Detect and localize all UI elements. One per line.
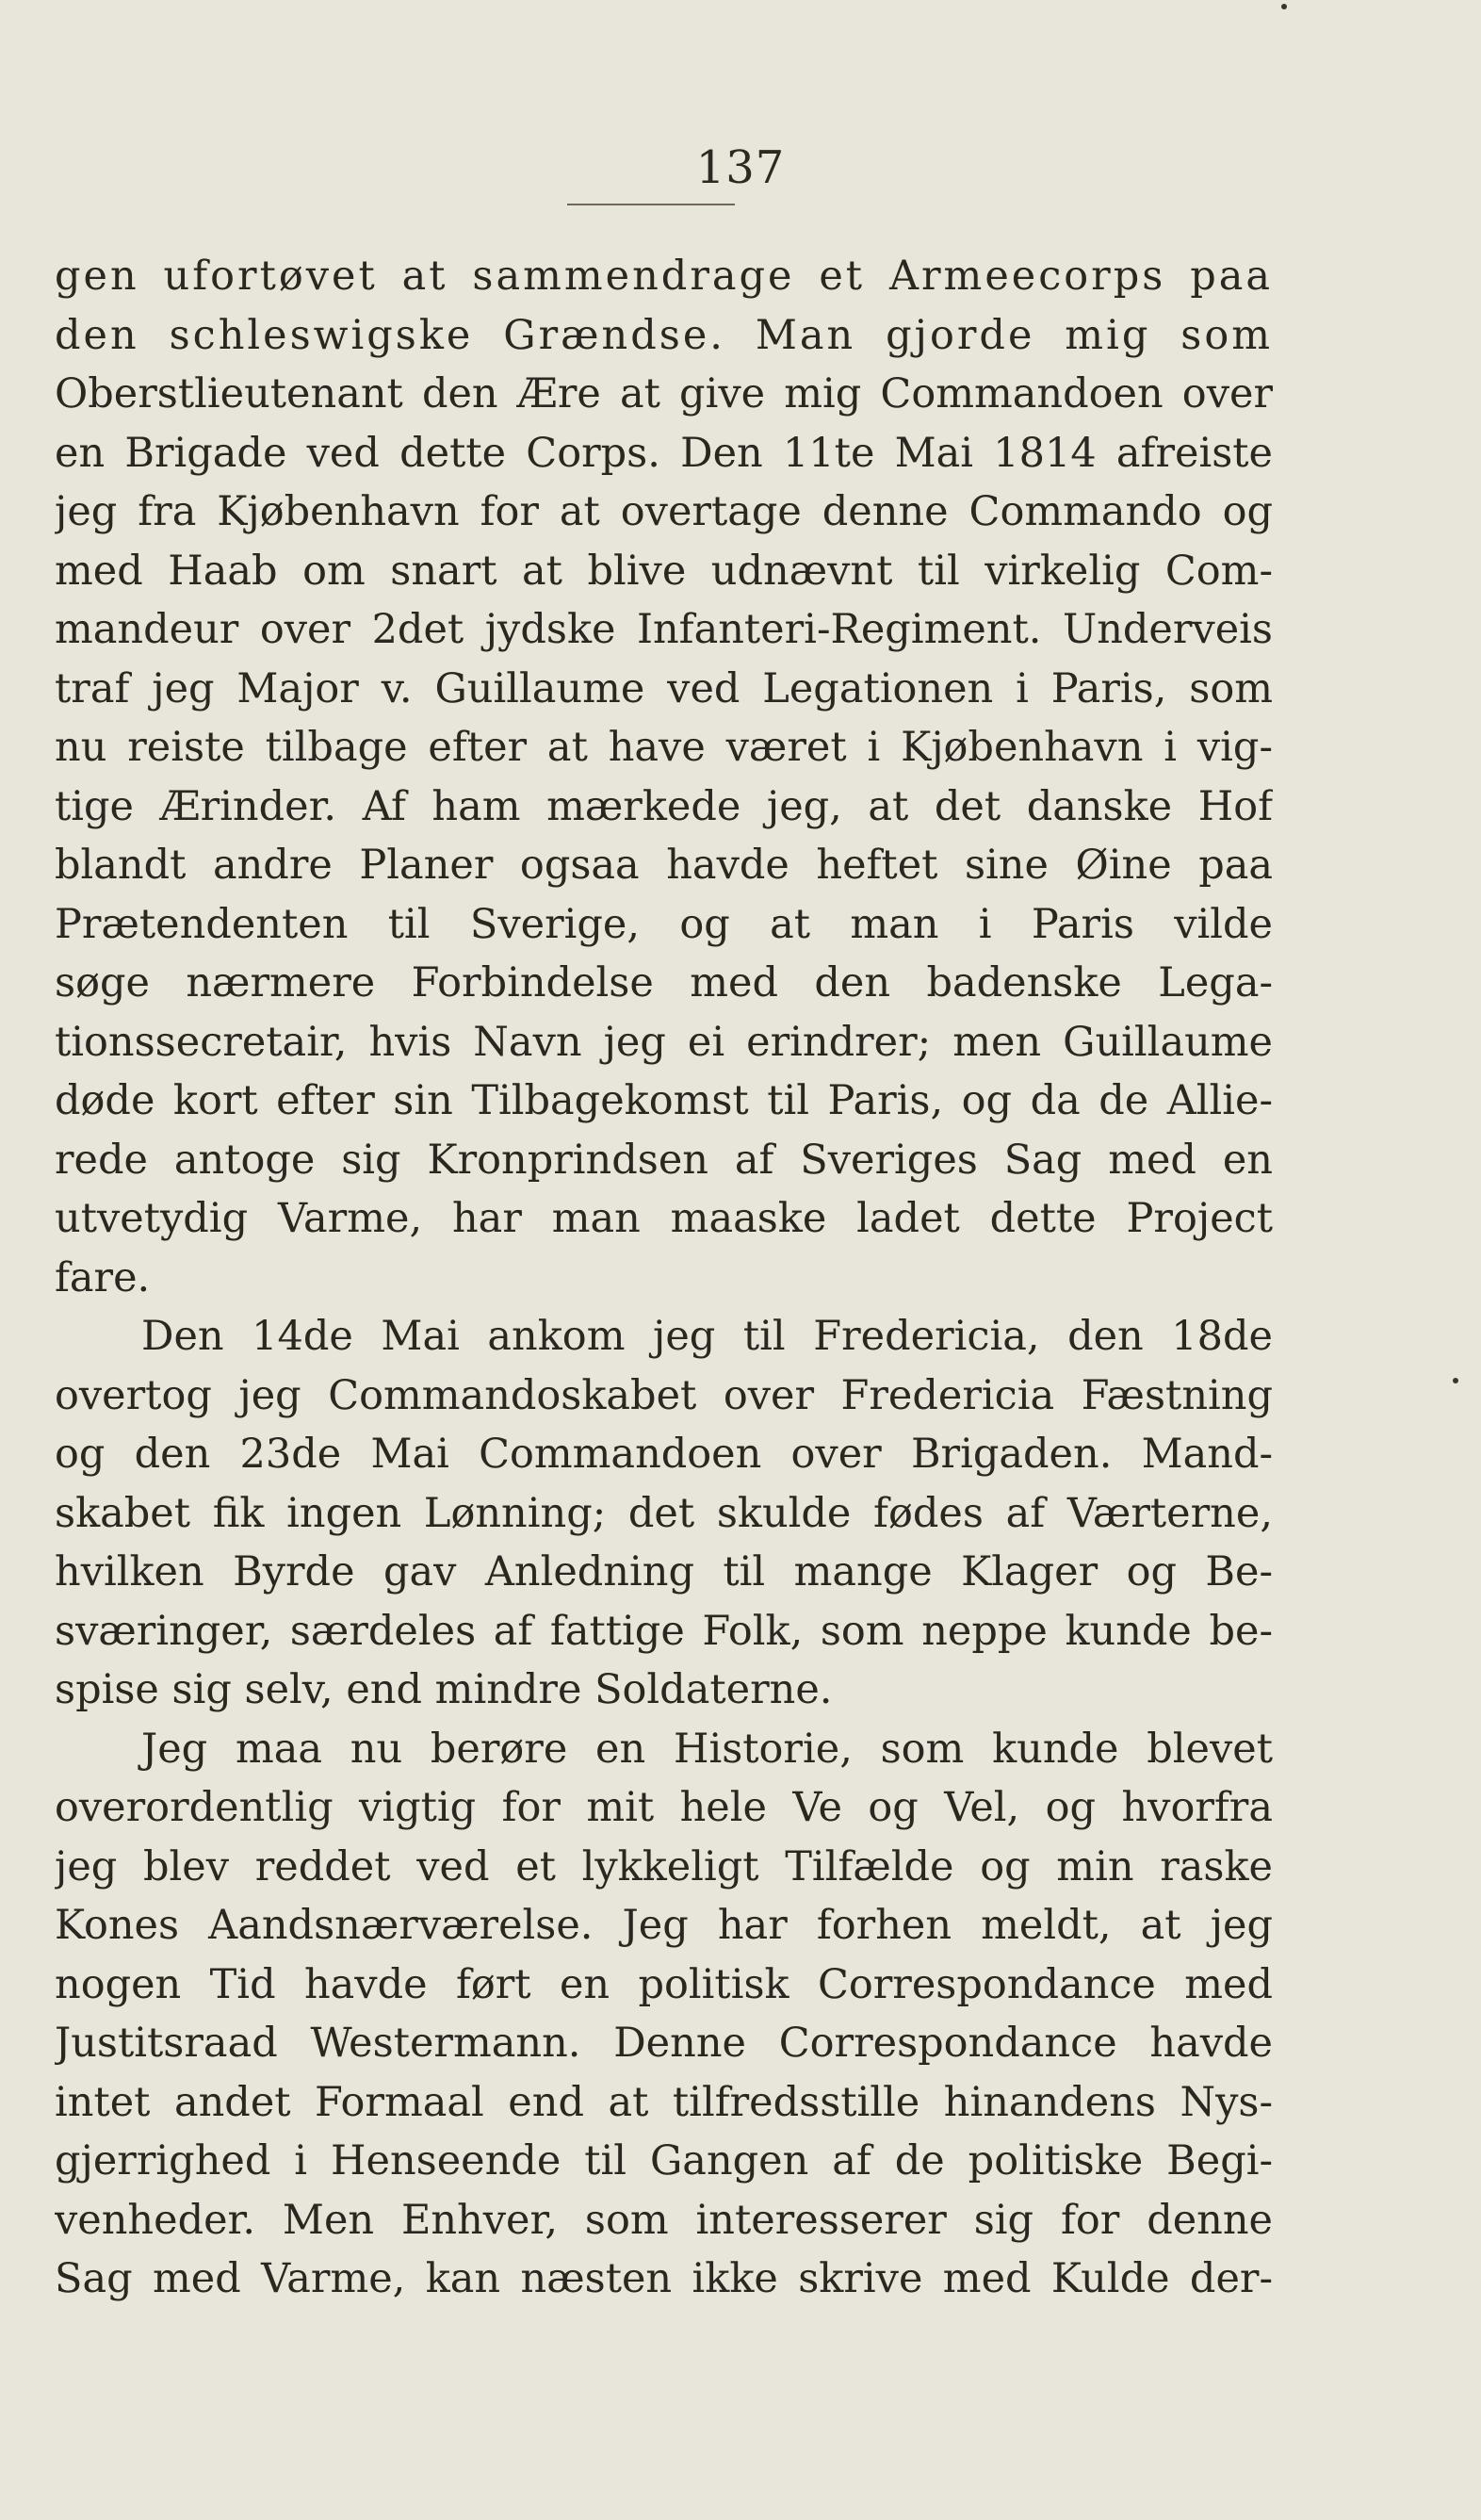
body-text	[55, 247, 1273, 2309]
text-line: en Brigade ved dette Corps. Den 11te Mai 1814 afreiste	[55, 429, 1273, 477]
text-line: tionssecretair, hvis Navn jeg ei erindrer; men Guillaume	[55, 1018, 1273, 1066]
text-line: utvetydig Varme, har man maaske ladet dette Project	[55, 1195, 1273, 1242]
text-line: sværinger, særdeles af fattige Folk, som neppe kunde be-	[55, 1607, 1273, 1655]
text-line: Den 14de Mai ankom jeg til Fredericia, den 18de	[141, 1313, 1273, 1360]
text-line: med Haab om snart at blive udnævnt til virkelig Com-	[55, 547, 1273, 595]
text-line: traf jeg Major v. Guillaume ved Legationen i Paris, som	[55, 664, 1273, 712]
text-line: den schleswigske Grændse. Man gjorde mig som	[55, 311, 1273, 359]
text-line: Sag med Varme, kan næsten ikke skrive med Kulde der-	[55, 2255, 1273, 2302]
text-line: Oberstlieutenant den Ære at give mig Commandoen over	[55, 370, 1273, 417]
text-line: blandt andre Planer ogsaa havde heftet sine Øine paa	[55, 842, 1273, 889]
text-line: Jeg maa nu berøre en Historie, som kunde blevet	[141, 1725, 1273, 1773]
text-line: hvilken Byrde gav Anledning til mange Klager og Be-	[55, 1548, 1273, 1595]
text-line: nogen Tid havde ført en politisk Correspondance med	[55, 1960, 1273, 2008]
text-line: rede antoge sig Kronprindsen af Sveriges Sag med en	[55, 1136, 1273, 1184]
text-line: Kones Aandsnærværelse. Jeg har forhen meldt, at jeg	[55, 1902, 1273, 1949]
print-speck	[1453, 1378, 1458, 1383]
text-line: døde kort efter sin Tilbagekomst til Paris, og da de Allie-	[55, 1077, 1273, 1124]
text-line: fare.	[55, 1253, 151, 1301]
text-line: mandeur over 2det jydske Infanteri-Regiment. Underveis	[55, 606, 1273, 653]
text-line: overordentlig vigtig for mit hele Ve og Vel, og hvorfra	[55, 1784, 1273, 1831]
text-line: gen ufortøvet at sammendrage et Armeecorps paa	[55, 253, 1273, 300]
page-number: 137	[695, 141, 786, 194]
text-line: overtog jeg Commandoskabet over Fredericia Fæstning	[55, 1371, 1273, 1419]
text-line: tige Ærinder. Af ham mærkede jeg, at det danske Hof	[55, 782, 1273, 830]
text-line: søge nærmere Forbindelse med den badenske Lega-	[55, 959, 1273, 1006]
text-line: jeg blev reddet ved et lykkeligt Tilfælde og min raske	[55, 1842, 1273, 1890]
text-line: og den 23de Mai Commandoen over Brigaden. Mand-	[55, 1431, 1273, 1478]
text-line: intet andet Formaal end at tilfredsstille hinandens Nys-	[55, 2078, 1273, 2126]
text-line: jeg fra Kjøbenhavn for at overtage denne Commando og	[55, 488, 1273, 535]
print-speck	[1281, 4, 1287, 9]
text-line: gjerrighed i Henseende til Gangen af de politiske Begi-	[55, 2137, 1273, 2185]
text-line: spise sig selv, end mindre Soldaterne.	[55, 1666, 833, 1713]
text-line: Prætendenten til Sverige, og at man i Paris vilde	[55, 900, 1273, 948]
text-line: skabet fik ingen Lønning; det skulde fødes af Værterne,	[55, 1489, 1273, 1537]
text-line: venheder. Men Enhver, som interesserer sig for denne	[55, 2196, 1273, 2244]
text-line: nu reiste tilbage efter at have været i Kjøbenhavn i vig-	[55, 724, 1273, 771]
text-line: Justitsraad Westermann. Denne Correspondance havde	[55, 2020, 1273, 2067]
header-rule	[567, 204, 735, 205]
